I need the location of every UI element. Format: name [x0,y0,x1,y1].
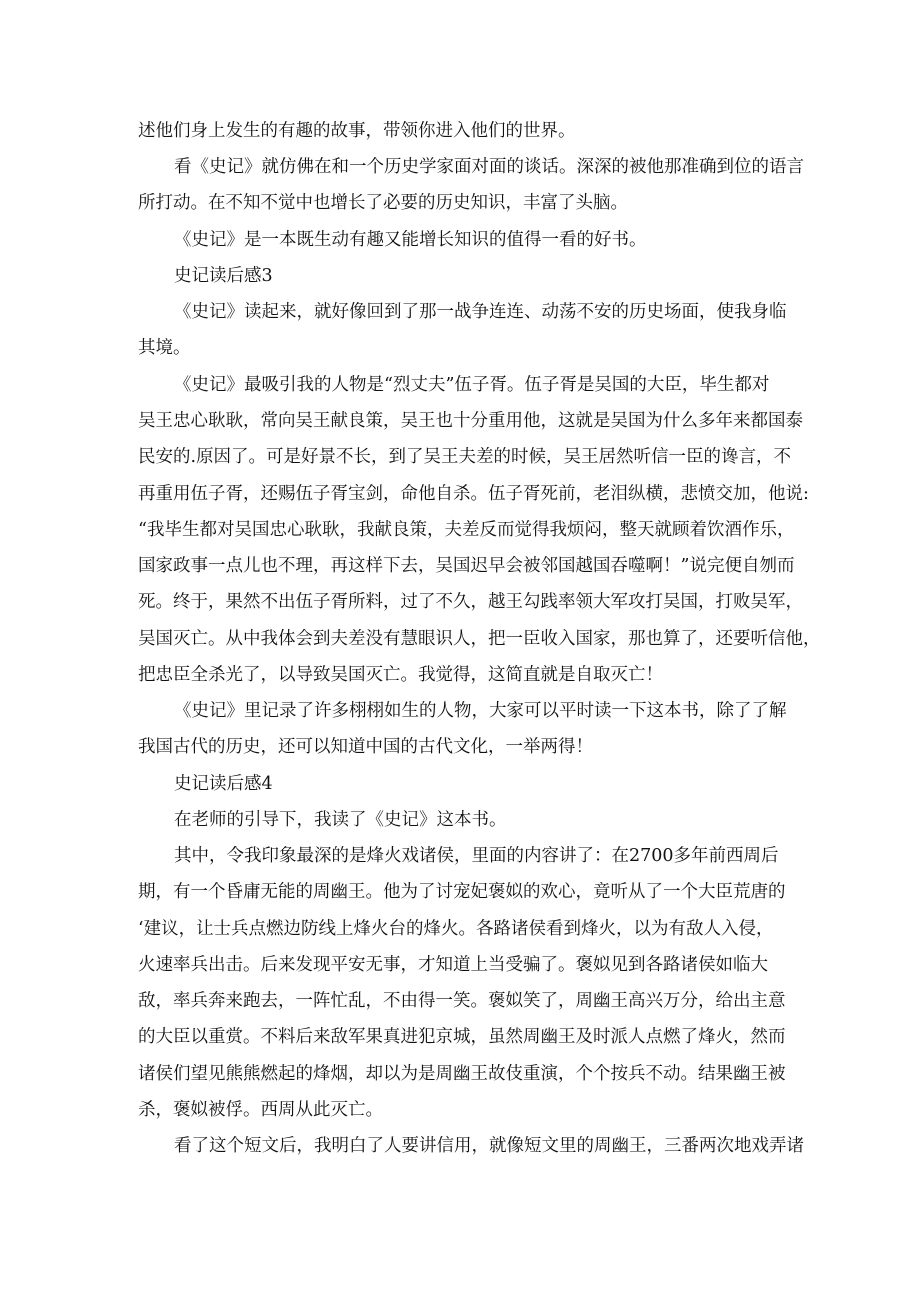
text-line: 《史记》读起来，就好像回到了那一战争连连、动荡不安的历史场面，使我身临 [174,302,787,322]
text-line: ‘建议，让士兵点燃边防线上烽火台的烽火。各路诸侯看到烽火，以为有敌人入侵， [138,919,774,939]
text-line: 《史记》里记录了许多栩栩如生的人物，大家可以平时读一下这本书，除了了解 [174,701,787,721]
text-line: 期，有一个昏庸无能的周幽王。他为了讨宠妃褒姒的欢心，竟听从了一个大臣荒唐的 [138,882,786,902]
text-line: 吴国灭亡。从中我体会到夫差没有慧眼识人，把一臣收入国家，那也算了，还要听信他， [138,629,821,649]
text-line: 的大臣以重赏。不料后来敌军果真进犯京城，虽然周幽王及时派人点燃了烽火，然而 [138,1027,786,1047]
text-line: 所打动。在不知不觉中也增长了必要的历史知识，丰富了头脑。 [138,193,628,213]
text-line: “我毕生都对吴国忠心耿耿，我献良策，夫差反而觉得我烦闷，整天就顾着饮酒作乐， [138,520,795,540]
text-line: 敌，率兵奔来跑去，一阵忙乱，不由得一笑。褒姒笑了，周幽王高兴万分，给出主意 [138,991,786,1011]
text-line: 国家政事一点儿也不理，再这样下去，吴国迟早会被邻国越国吞噬啊！”说完便自刎而 [138,556,795,576]
text-line: 我国古代的历史，还可以知道中国的古代文化，一举两得！ [138,737,593,757]
text-line: 吴王忠心耿耿，常向吴王献良策，吴王也十分重用他，这就是吴国为什么多年来都国泰 [138,411,803,431]
text-line: 其中，令我印象最深的是烽火戏诸侯，里面的内容讲了：在2700多年前西周后 [174,846,779,866]
text-line: 其境。 [138,338,191,358]
text-line: 火速率兵出击。后来发现平安无事，才知道上当受骗了。褒姒见到各路诸侯如临大 [138,955,768,975]
text-line: 民安的.原因了。可是好景不长，到了吴王夫差的时候，吴王居然听信一臣的谗言，不 [138,447,792,467]
text-line: 再重用伍子胥，还赐伍子胥宝剑，命他自杀。伍子胥死前，老泪纵横，悲愤交加，他说: [138,484,809,504]
text-line: 《史记》是一本既生动有趣又能增长知识的值得一看的好书。 [174,230,647,250]
text-line: 在老师的引导下，我读了《史记》这本书。 [174,810,507,830]
text-line: 把忠臣全杀光了，以导致吴国灭亡。我觉得，这简直就是自取灭亡！ [138,665,663,685]
text-line: 诸侯们望见熊熊燃起的烽烟，却以为是周幽王故伎重演，个个按兵不动。结果幽王被 [138,1064,786,1084]
text-line: 看《史记》就仿佛在和一个历史学家面对面的谈话。深深的被他那准确到位的语言 [174,157,804,177]
text-line: 死。终于，果然不出伍子胥所料，过了不久，越王勾践率领大军攻打吴国，打败吴军， [138,592,803,612]
text-line: 《史记》最吸引我的人物是“烈丈夫”伍子胥。伍子胥是吴国的大臣，毕生都对 [174,375,770,395]
text-line: 述他们身上发生的有趣的故事，带领你进入他们的世界。 [138,121,576,141]
text-line: 看了这个短文后，我明白了人要讲信用，就像短文里的周幽王，三番两次地戏弄诸 [174,1136,804,1156]
section-heading: 史记读后感4 [174,774,273,794]
section-heading: 史记读后感3 [174,266,273,286]
text-line: 杀，褒姒被俘。西周从此灭亡。 [138,1100,383,1120]
